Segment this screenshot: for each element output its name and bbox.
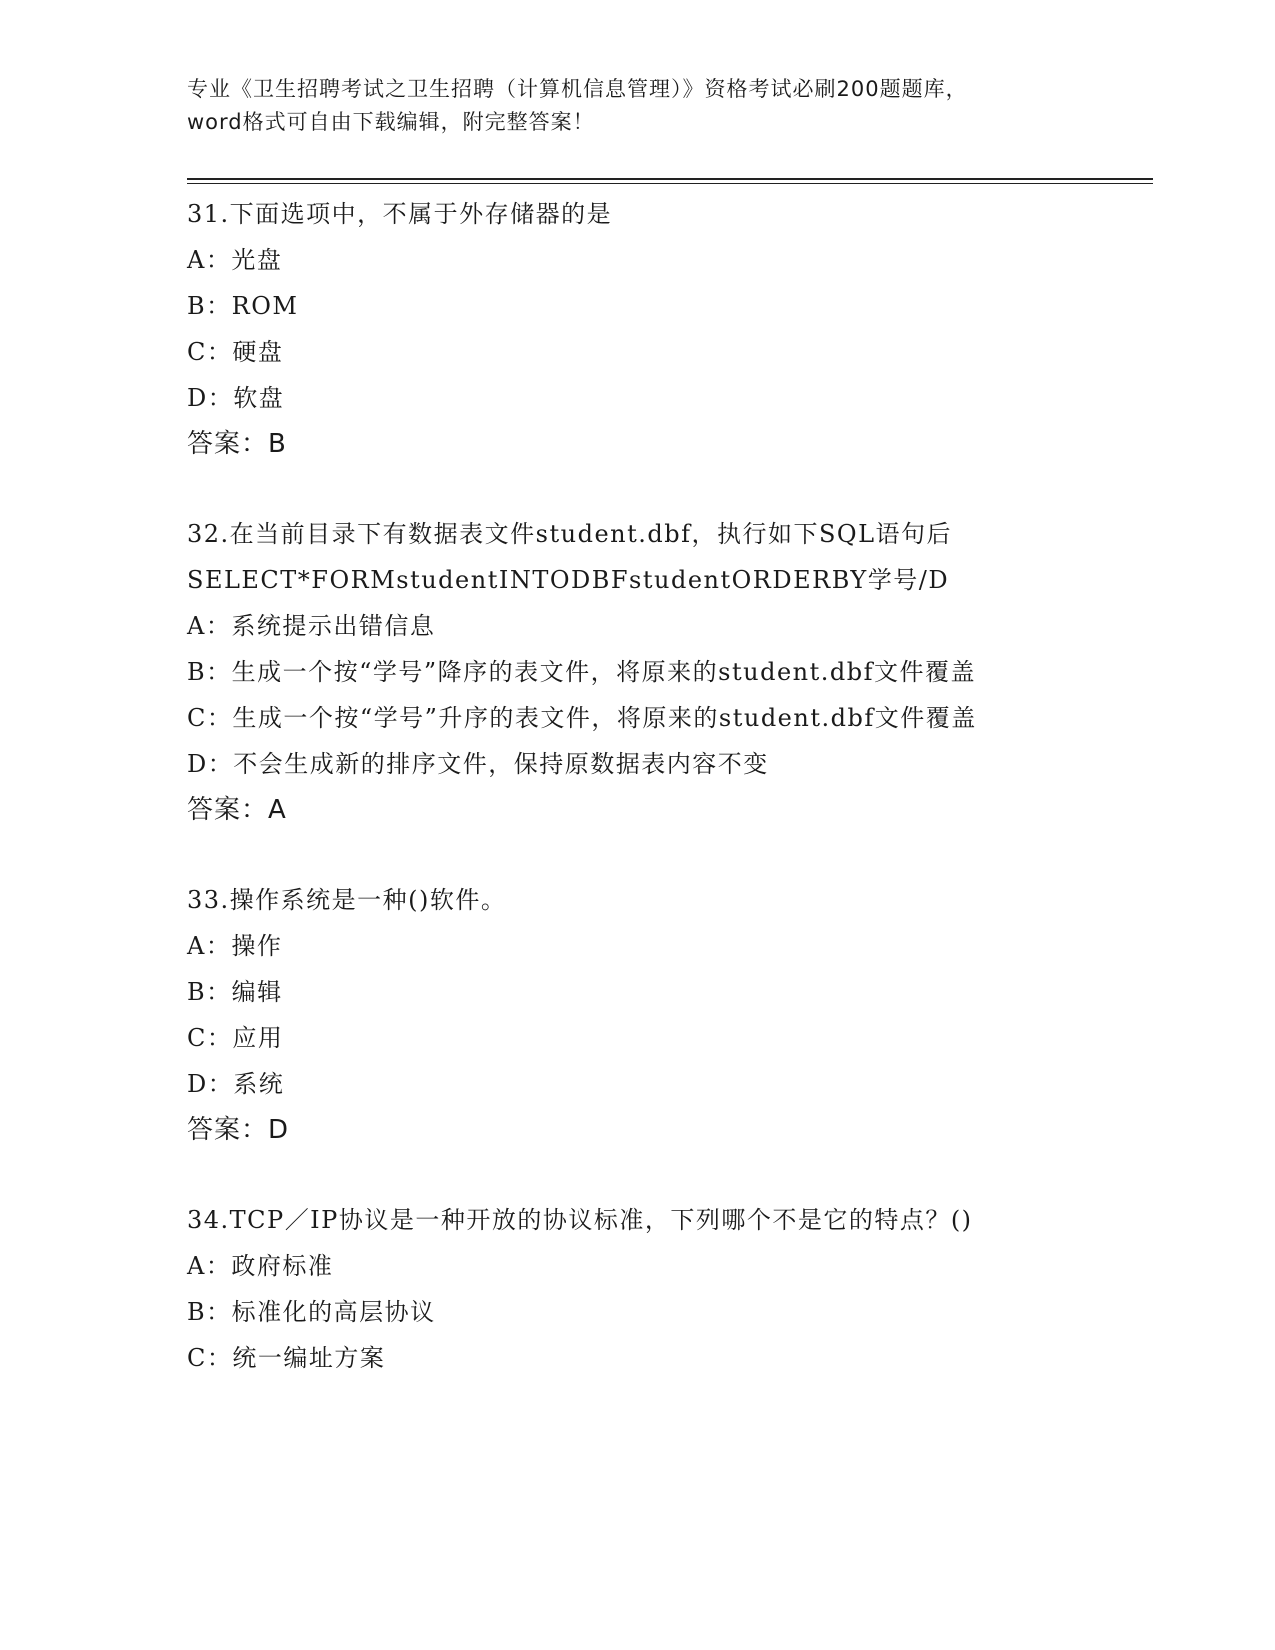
answer-value: A [268, 795, 287, 825]
answer-label: 答案： [187, 795, 269, 825]
option-b: B：编辑 [187, 978, 283, 1006]
question-32 [187, 511, 1087, 833]
question-stem: 33.操作系统是一种()软件。 [187, 886, 507, 914]
option-d: D：系统 [187, 1070, 285, 1098]
option-d: D：软盘 [187, 384, 285, 412]
header-line-2: word格式可自由下载编辑，附完整答案！ [187, 110, 595, 134]
answer-line [187, 1107, 1087, 1153]
option-b: B：标准化的高层协议 [187, 1298, 436, 1326]
option-b: B：生成一个按“学号”降序的表文件，将原来的student.dbf文件覆盖 [187, 658, 976, 686]
option-a: A：操作 [187, 932, 283, 960]
option-c: C：统一编址方案 [187, 1344, 386, 1372]
option-a: A：政府标准 [187, 1252, 334, 1280]
question-34 [187, 1197, 1087, 1381]
answer-line [187, 787, 1087, 833]
header-line-1: 专业《卫生招聘考试之卫生招聘（计算机信息管理）》资格考试必刷200题题库， [187, 77, 968, 101]
question-33 [187, 877, 1087, 1153]
question-31 [187, 191, 1087, 467]
answer-value: B [268, 429, 287, 459]
option-a: A：光盘 [187, 246, 283, 274]
answer-label: 答案： [187, 429, 269, 459]
answer-value: D [268, 1115, 290, 1145]
option-c: C：生成一个按“学号”升序的表文件，将原来的student.dbf文件覆盖 [187, 704, 977, 732]
question-stem: 31.下面选项中，不属于外存储器的是 [187, 200, 613, 228]
question-stem-sql: SELECT*FORMstudentINTODBFstudentORDERBY学号/D [187, 566, 950, 594]
option-c: C：应用 [187, 1024, 284, 1052]
option-d: D：不会生成新的排序文件，保持原数据表内容不变 [187, 750, 769, 778]
option-b: B：ROM [187, 292, 299, 320]
question-stem: 32.在当前目录下有数据表文件student.dbf，执行如下SQL语句后 [187, 520, 953, 548]
answer-line [187, 421, 1087, 467]
document-header [187, 73, 1087, 139]
question-stem: 34.TCP／IP协议是一种开放的协议标准，下列哪个不是它的特点？() [187, 1206, 973, 1234]
answer-label: 答案： [187, 1115, 269, 1145]
header-divider [187, 178, 1153, 180]
question-list [187, 191, 1087, 1425]
header-divider-thin [187, 183, 1153, 184]
option-a: A：系统提示出错信息 [187, 612, 436, 640]
option-c: C：硬盘 [187, 338, 284, 366]
